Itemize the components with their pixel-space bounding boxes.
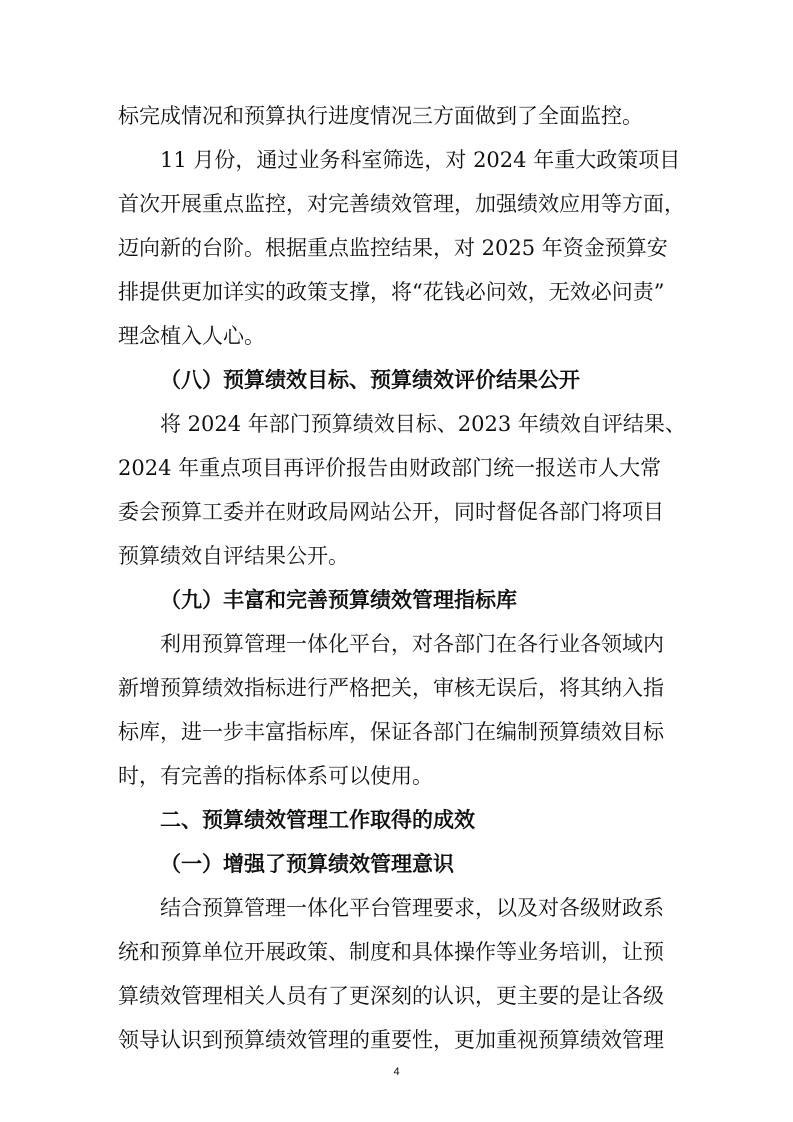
body-text-line: 统和预算单位开展政策、制度和具体操作等业务培训，让预 [118, 940, 664, 964]
section-heading: （九）丰富和完善预算绩效管理指标库 [160, 587, 517, 612]
body-text-line: 标完成情况和预算执行进度情况三方面做到了全面监控。 [118, 104, 643, 128]
body-text-line: 委会预算工委并在财政局网站公开，同时督促各部门将项目 [118, 500, 664, 524]
page-number: 4 [393, 1066, 400, 1078]
chapter-heading: 二、预算绩效管理工作取得的成效 [160, 807, 475, 832]
body-text-line: 利用预算管理一体化平台，对各部门在各行业各领域内 [160, 632, 664, 656]
body-text-line: 新增预算绩效指标进行严格把关，审核无误后，将其纳入指 [118, 676, 664, 700]
body-text-line: 理念植入人心。 [118, 324, 265, 348]
body-text-line: 预算绩效自评结果公开。 [118, 544, 349, 568]
body-text-line: 排提供更加详实的政策支撑，将“花钱必问效，无效必问责” [118, 280, 665, 304]
body-text-line: 结合预算管理一体化平台管理要求，以及对各级财政系 [160, 896, 664, 920]
body-text-line: 将 2024 年部门预算绩效目标、2023 年绩效自评结果、 [160, 412, 686, 436]
section-heading: （八）预算绩效目标、预算绩效评价结果公开 [160, 367, 580, 392]
body-text-line: 首次开展重点监控，对完善绩效管理，加强绩效应用等方面， [118, 192, 685, 216]
body-text-line: 算绩效管理相关人员有了更深刻的认识，更主要的是让各级 [118, 984, 664, 1008]
body-text-line: 时，有完善的指标体系可以使用。 [118, 764, 433, 788]
body-text-line: 领导认识到预算绩效管理的重要性，更加重视预算绩效管理 [118, 1028, 664, 1052]
body-text-line: 2024 年重点项目再评价报告由财政部门统一报送市人大常 [118, 456, 662, 480]
body-text-line: 迈向新的台阶。根据重点监控结果，对 2025 年资金预算安 [118, 236, 668, 260]
body-text-line: 标库，进一步丰富指标库，保证各部门在编制预算绩效目标 [118, 720, 664, 744]
body-text-line: 11 月份，通过业务科室筛选，对 2024 年重大政策项目 [160, 148, 681, 172]
section-heading: （一）增强了预算绩效管理意识 [160, 851, 454, 876]
